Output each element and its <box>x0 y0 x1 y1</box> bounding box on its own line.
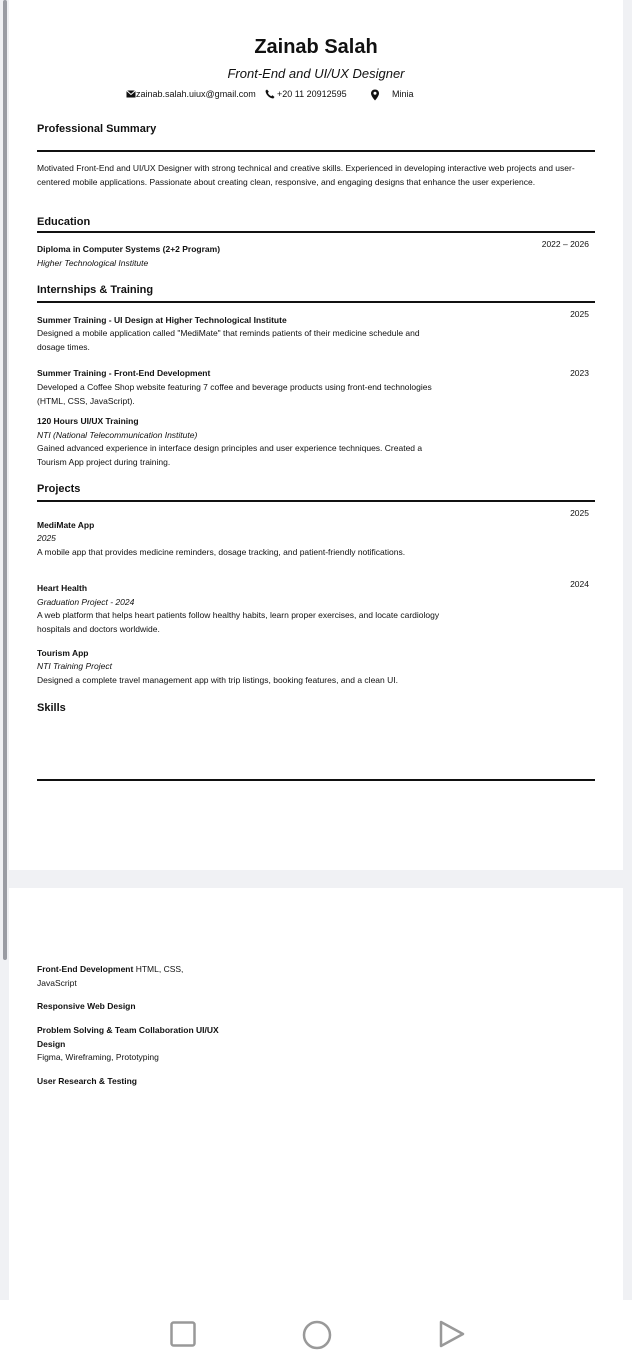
skill-name: Responsive Web Design <box>37 1001 136 1011</box>
internship-org: NTI (National Telecommunication Institute) <box>37 430 198 440</box>
recent-apps-icon[interactable] <box>170 1321 196 1347</box>
location-text: Minia <box>392 89 414 99</box>
education-heading: Education <box>37 216 91 228</box>
project-year: 2024 <box>570 579 589 589</box>
project-year: 2025 <box>570 508 589 518</box>
projects-divider <box>37 500 595 502</box>
education-dates: 2022 – 2026 <box>541 239 589 249</box>
skill-detail: HTML, CSS, <box>133 964 184 974</box>
email-text: zainab.salah.uiux@gmail.com <box>136 89 256 99</box>
internship-year: 2025 <box>570 309 589 319</box>
skill-detail: JavaScript <box>37 978 77 988</box>
skills-divider <box>37 779 595 781</box>
education-divider <box>37 231 595 233</box>
email-contact <box>126 89 256 99</box>
internship-year: 2023 <box>570 368 589 378</box>
internship-description: Tourism App project during training. <box>37 457 171 467</box>
resume-name: Zainab Salah <box>254 36 378 58</box>
education-school: Higher Technological Institute <box>37 258 149 268</box>
summary-heading: Professional Summary <box>37 123 157 135</box>
project-description: hospitals and doctors worldwide. <box>37 624 160 634</box>
internship-title: Summer Training - UI Design at Higher Technological Institute <box>37 315 287 325</box>
back-icon[interactable] <box>438 1320 466 1348</box>
envelope-icon <box>126 90 136 98</box>
internship-description: Designed a mobile application called "MediMate" that reminds patients of their medicine schedule and <box>37 328 420 338</box>
skill-name: Front-End Development <box>37 964 134 974</box>
projects-heading: Projects <box>37 483 81 495</box>
phone-contact <box>265 89 347 99</box>
skill-detail: Figma, Wireframing, Prototyping <box>37 1052 159 1062</box>
internship-description: Gained advanced experience in interface design principles and user experience techniques. Created a <box>37 443 423 453</box>
project-title: Tourism App <box>37 648 89 658</box>
skills-heading: Skills <box>37 702 66 714</box>
internship-title: 120 Hours UI/UX Training <box>37 416 139 426</box>
education-degree: Diploma in Computer Systems (2+2 Program) <box>37 244 221 254</box>
summary-text: Motivated Front-End and UI/UX Designer with strong technical and creative skills. Experienced in developing interactive web projects and user-centered mobile applications. Passionate about creating clean, responsive, and engaging designs that enhance the user experience. <box>37 163 575 187</box>
resume-title: Front-End and UI/UX Designer <box>227 66 405 81</box>
summary-divider <box>37 150 595 152</box>
internships-heading: Internships & Training <box>37 284 154 296</box>
project-subtitle: Graduation Project - 2024 <box>37 597 135 607</box>
project-description: A mobile app that provides medicine reminders, dosage tracking, and patient-friendly notifications. <box>37 547 406 557</box>
skill-name: User Research & Testing <box>37 1076 137 1086</box>
internship-title: Summer Training - Front-End Development <box>37 368 211 378</box>
phone-icon <box>265 89 275 99</box>
project-description: Designed a complete travel management app with trip listings, booking features, and a clean UI. <box>37 675 398 685</box>
project-subtitle: NTI Training Project <box>37 661 112 671</box>
skill-name: Problem Solving & Team Collaboration UI/UX <box>37 1025 219 1035</box>
phone-text: +20 11 20912595 <box>277 89 347 99</box>
skill-name: Design <box>37 1039 66 1049</box>
navigation-bar <box>0 1300 632 1368</box>
internship-description: dosage times. <box>37 342 90 352</box>
home-icon[interactable] <box>302 1320 332 1350</box>
scrollbar[interactable] <box>3 0 7 960</box>
project-title: Heart Health <box>37 583 88 593</box>
internship-description: Developed a Coffee Shop website featuring 7 coffee and beverage products using front-end technologies <box>37 382 432 392</box>
project-title: MediMate App <box>37 520 95 530</box>
internships-divider <box>37 301 595 303</box>
internship-description: (HTML, CSS, JavaScript). <box>37 396 135 406</box>
project-subtitle: 2025 <box>37 533 56 543</box>
location-pin-icon <box>370 88 380 106</box>
resume-page-2 <box>9 888 623 1300</box>
skill-item <box>37 963 587 977</box>
project-description: A web platform that helps heart patients follow healthy habits, learn proper exercises, and locate cardiology <box>37 610 440 620</box>
